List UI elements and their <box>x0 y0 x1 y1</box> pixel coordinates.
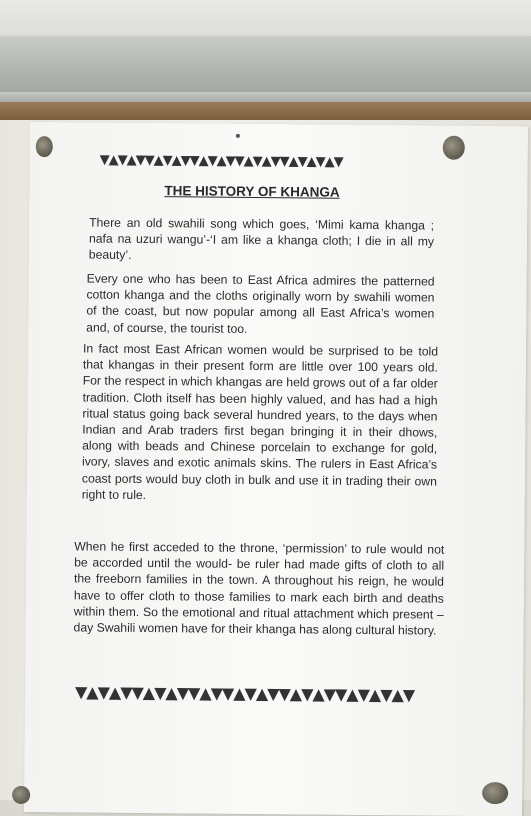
paragraph-3: In fact most East African women would be surprised to be told that khangas in their present form are little over 100 years old. For the respect in which khangas are held grows out of a far older tradition. Cloth itself has been highly valued, and has had a high ritual status going back several hundred years, to the days when Indian and Arab traders first began bringing it in their dhows, along with beads and Chinese porcelain to exchange for gold, ivory, slaves and exotic animals skins. The rulers in East Africa’s coast ports would buy cloth in bulk and use it in trading their own right to rule. <box>81 341 439 502</box>
thumbtack-icon <box>36 136 53 157</box>
metal-shelf <box>0 36 531 98</box>
pin-hole <box>236 134 240 138</box>
notice-paper <box>24 122 528 816</box>
paragraph-2: Every one who has been to East Africa admires the patterned cotton khanga and the cloths originally worn by swahili women of the coast, but now popular among all East Africa’s women and, of course, the tourist too. <box>86 271 435 336</box>
paragraph-1: There an old swahili song which goes, ‘Mimi kama khanga ; nafa na uzuri wangu’-‘I am like a khanga cloth; I die in all my beauty’. <box>88 215 435 263</box>
paragraph-4: When he first acceded to the throne, ‘permission’ to rule would not be accorded until the would- be ruler had made gifts of cloth to all the freeborn families in the town. A throughout his reign, he would have to offer cloth to those families to mark each birth and deaths within them. So the emotional and ritual attachment which present –day Swahili women have for their khanga has along cultural history. <box>73 539 445 638</box>
notice-title: THE HISTORY OF KHANGA <box>164 183 340 200</box>
shelf-lip <box>0 92 531 102</box>
wall-top <box>0 0 531 40</box>
decorative-border-bottom: ▼▲▼▲▼▼▲▼▲▼▼▲▼▼▲▼▲▼▼▲▼▲▼▼▲▼▲▼▲▼ <box>74 682 415 705</box>
decorative-border-top: ▼▲▼▲▼▼▲▼▲▼▼▲▼▲▼▼▲▼▲▼▼▲▼▲▼▲▼ <box>99 152 343 170</box>
wood-strip <box>0 102 531 120</box>
thumbtack-icon <box>12 786 30 804</box>
thumbtack-icon <box>482 782 508 804</box>
thumbtack-icon <box>443 136 465 160</box>
